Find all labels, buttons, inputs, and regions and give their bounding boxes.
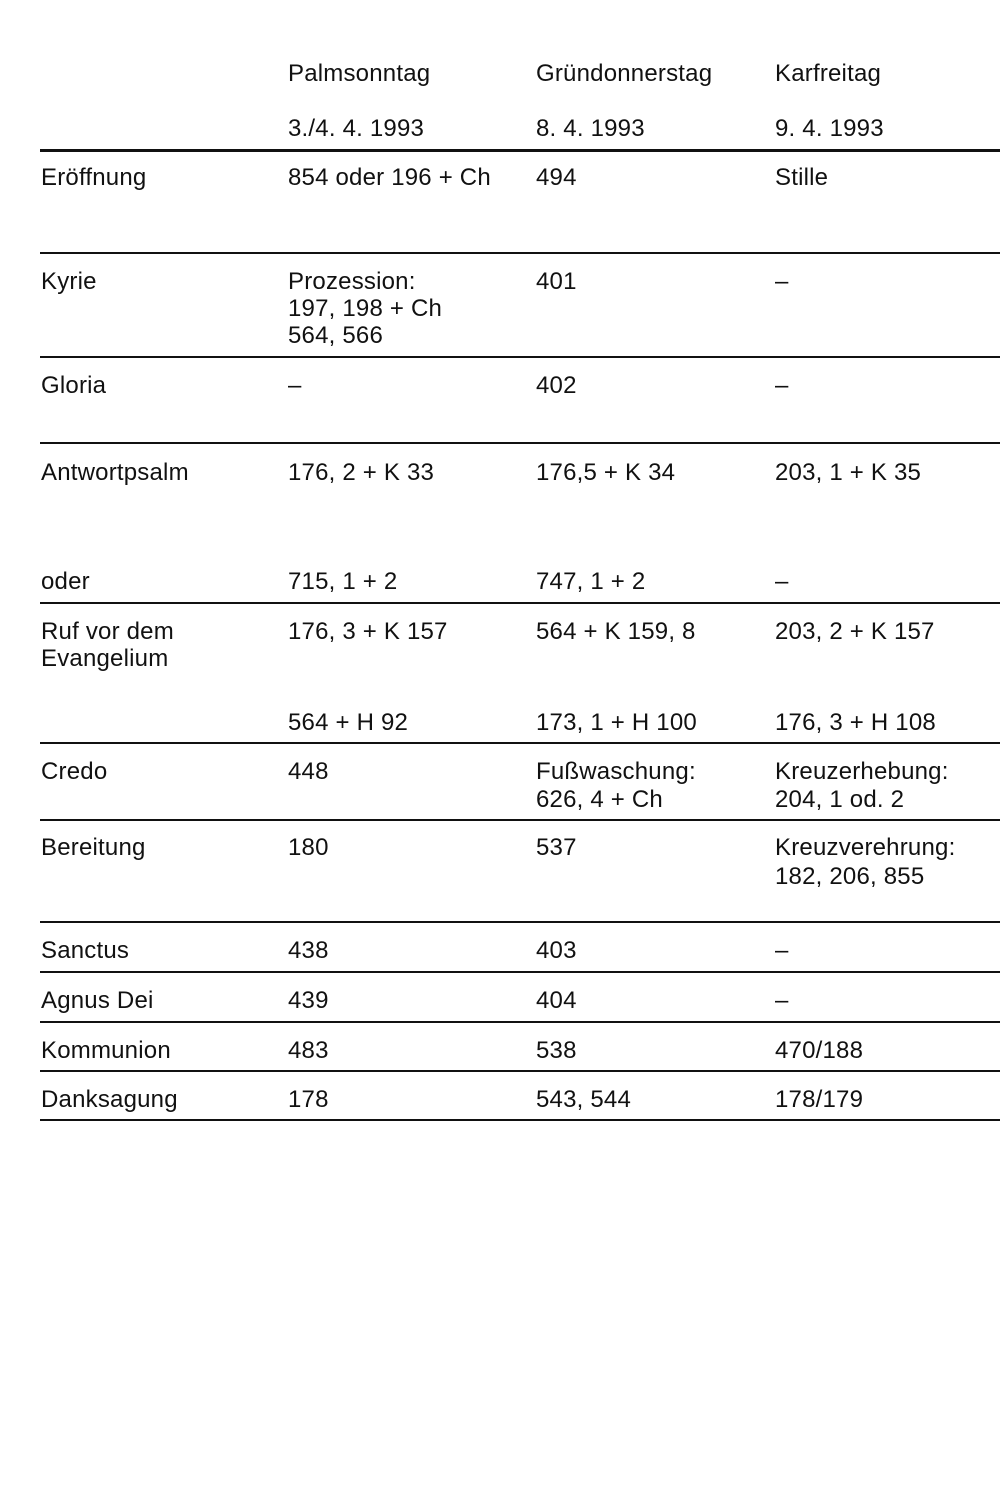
- cell-gloria-kar: –: [775, 372, 789, 399]
- cell-kyrie-gruen: 401: [536, 268, 577, 295]
- cell-kyrie-palm-line2: 197, 198 + Ch: [288, 295, 443, 322]
- cell-kommunion-gruen: 538: [536, 1037, 577, 1064]
- cell-sanctus-gruen: 403: [536, 937, 577, 964]
- row-label-danksagung: Danksagung: [41, 1086, 178, 1113]
- row-divider: [40, 602, 1000, 604]
- row-label-agnus: Agnus Dei: [41, 987, 154, 1014]
- cell-credo-palm: 448: [288, 758, 329, 785]
- cell-bereitung-gruen: 537: [536, 834, 577, 861]
- cell-ruf2-gruen: 173, 1 + H 100: [536, 709, 697, 736]
- cell-antwortpsalm-kar: 203, 1 + K 35: [775, 459, 922, 486]
- cell-danksagung-kar: 178/179: [775, 1086, 864, 1113]
- cell-agnus-palm: 439: [288, 987, 329, 1014]
- row-divider: [40, 742, 1000, 744]
- cell-eroeffnung-kar: Stille: [775, 164, 829, 191]
- row-divider: [40, 921, 1000, 923]
- cell-oder-gruen: 747, 1 + 2: [536, 568, 646, 595]
- row-label-antwortpsalm: Antwortpsalm: [41, 459, 189, 486]
- row-label-ruf-line1: Ruf vor dem: [41, 618, 174, 645]
- cell-credo-kar-line1: Kreuzerhebung:: [775, 758, 949, 785]
- cell-eroeffnung-gruen: 494: [536, 164, 577, 191]
- row-label-kyrie: Kyrie: [41, 268, 97, 295]
- cell-credo-kar-line2: 204, 1 od. 2: [775, 786, 905, 813]
- cell-kommunion-palm: 483: [288, 1037, 329, 1064]
- cell-kyrie-palm-line3: 564, 566: [288, 322, 384, 349]
- cell-credo-gruen-line2: 626, 4 + Ch: [536, 786, 663, 813]
- row-divider: [40, 1021, 1000, 1023]
- header-divider: [40, 149, 1000, 152]
- cell-agnus-gruen: 404: [536, 987, 577, 1014]
- row-label-bereitung: Bereitung: [41, 834, 146, 861]
- cell-danksagung-gruen: 543, 544: [536, 1086, 632, 1113]
- date-karfreitag: 9. 4. 1993: [775, 115, 884, 142]
- row-label-eroeffnung: Eröffnung: [41, 164, 147, 191]
- row-divider: [40, 252, 1000, 254]
- row-label-gloria: Gloria: [41, 372, 107, 399]
- cell-agnus-kar: –: [775, 987, 789, 1014]
- cell-oder-palm: 715, 1 + 2: [288, 568, 398, 595]
- cell-credo-gruen-line1: Fußwaschung:: [536, 758, 696, 785]
- cell-antwortpsalm-palm: 176, 2 + K 33: [288, 459, 435, 486]
- row-divider: [40, 442, 1000, 444]
- header-karfreitag: Karfreitag: [775, 60, 882, 87]
- date-gruendonnerstag: 8. 4. 1993: [536, 115, 645, 142]
- cell-gloria-gruen: 402: [536, 372, 577, 399]
- cell-sanctus-palm: 438: [288, 937, 329, 964]
- cell-antwortpsalm-gruen: 176,5 + K 34: [536, 459, 676, 486]
- cell-ruf-kar: 203, 2 + K 157: [775, 618, 935, 645]
- row-divider: [40, 971, 1000, 973]
- row-divider: [40, 356, 1000, 358]
- cell-bereitung-kar-line1: Kreuzverehrung:: [775, 834, 956, 861]
- row-divider: [40, 819, 1000, 821]
- cell-kommunion-kar: 470/188: [775, 1037, 864, 1064]
- row-label-credo: Credo: [41, 758, 108, 785]
- date-palmsonntag: 3./4. 4. 1993: [288, 115, 425, 142]
- cell-ruf2-kar: 176, 3 + H 108: [775, 709, 936, 736]
- cell-kyrie-palm-line1: Prozession:: [288, 268, 416, 295]
- cell-oder-kar: –: [775, 568, 789, 595]
- cell-ruf-palm: 176, 3 + K 157: [288, 618, 448, 645]
- cell-kyrie-kar: –: [775, 268, 789, 295]
- table-bottom-rule: [40, 1119, 1000, 1121]
- cell-eroeffnung-palm: 854 oder 196 + Ch: [288, 164, 491, 191]
- row-divider: [40, 1070, 1000, 1072]
- cell-ruf2-palm: 564 + H 92: [288, 709, 409, 736]
- cell-sanctus-kar: –: [775, 937, 789, 964]
- row-label-kommunion: Kommunion: [41, 1037, 171, 1064]
- row-label-oder: oder: [41, 568, 90, 595]
- header-gruendonnerstag: Gründonnerstag: [536, 60, 713, 87]
- cell-ruf-gruen: 564 + K 159, 8: [536, 618, 696, 645]
- cell-gloria-palm: –: [288, 372, 302, 399]
- header-palmsonntag: Palmsonntag: [288, 60, 431, 87]
- cell-bereitung-palm: 180: [288, 834, 329, 861]
- cell-bereitung-kar-line2: 182, 206, 855: [775, 863, 925, 890]
- row-label-ruf-line2: Evangelium: [41, 645, 169, 672]
- cell-danksagung-palm: 178: [288, 1086, 329, 1113]
- row-label-sanctus: Sanctus: [41, 937, 130, 964]
